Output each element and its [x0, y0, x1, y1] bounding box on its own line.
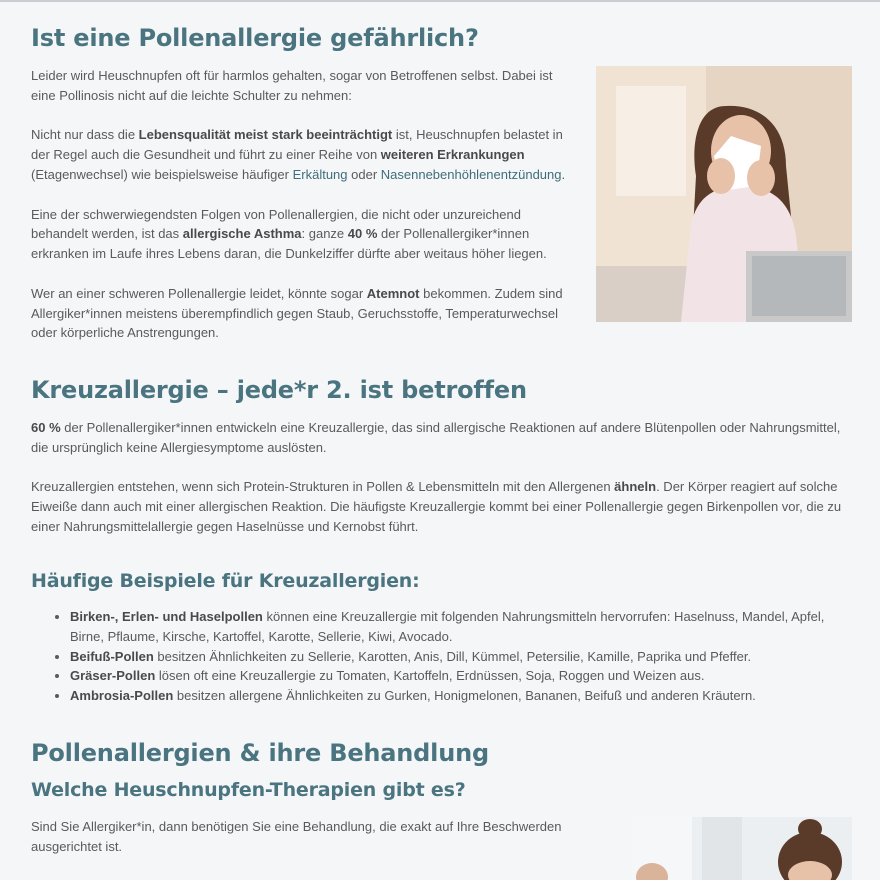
paragraph-atemnot: Wer an einer schweren Pollenallergie leidet, könnte sogar Atemnot bekommen. Zudem sind Allergiker*innen meistens überempfindlich gegen Staub, Geruchsstoffe, Temperaturwechsel oder körperliche Anstrengungen. — [31, 285, 563, 341]
list-beispiele-container — [31, 607, 851, 706]
heading-pollen-danger: Ist eine Pollenallergie gefährlich? — [31, 24, 479, 52]
heading-kreuzallergie: Kreuzallergie – jede*r 2. ist betroffen — [31, 376, 527, 404]
subheading-therapien: Welche Heuschnupfen-Therapien gibt es? — [31, 779, 466, 801]
image-therapy — [632, 817, 852, 880]
image-woman-sneezing — [596, 66, 852, 322]
paragraph-behandlung: Sind Sie Allergiker*in, dann benötigen Sie eine Behandlung, die exakt auf Ihre Beschwerden ausgerichtet ist. — [31, 819, 562, 854]
list-beispiele — [31, 607, 851, 706]
paragraph-kreuzallergie-60: 60 % der Pollenallergiker*innen entwickeln eine Kreuzallergie, das sind allergische Reaktionen auf andere Blütenpollen oder Nahrungsmittel, die ursprünglich keine Allergiesymptome auslösten. — [31, 420, 841, 455]
link-erkaeltung[interactable]: Erkältung — [292, 166, 348, 182]
list-item: • Ambrosia-Pollen besitzen allergene Ähnlichkeiten zu Gurken, Honigmelonen, Bananen, Beifuß und anderen Kräutern. — [70, 686, 851, 706]
therapy-illustration — [632, 817, 852, 880]
paragraph-kreuzallergie-entstehung: Kreuzallergien entstehen, wenn sich Protein-Strukturen in Pollen & Lebensmitteln mit den Allergenen ähneln. Der Körper reagiert auf solche Eiweiße dann auch mit einer allergischen Reaktion. Die häufigste Kreuzallergie kommt bei einer Pollenallergie gegen Birkenpollen vor, die zu einer Nahrungsmittelallergie gegen Haselnüsse und Kernobst führt. — [31, 479, 842, 534]
list-item: • Gräser-Pollen lösen oft eine Kreuzallergie zu Tomaten, Kartoffeln, Erdnüssen, Soja, Roggen und Weizen aus. — [70, 666, 851, 686]
heading-behandlung: Pollenallergien & ihre Behandlung — [31, 739, 489, 767]
list-item: • Birken-, Erlen- und Haselpollen können eine Kreuzallergie mit folgenden Nahrungsmitteln hervorrufen: Haselnuss, Mandel, Apfel, Birne, Pflaume, Kirsche, Kartoffel, Karotte, Sellerie, Kiwi, Avocado. — [70, 607, 851, 647]
paragraph-asthma: Eine der schwerwiegendsten Folgen von Pollenallergien, die nicht oder unzureichend behandelt werden, ist das allergische Asthma: ganze 40 % der Pollenallergiker*innen erkranken im Laufe ihres Lebens daran, die Dunkelziffer dürfte aber weitaus höher liegen. — [31, 206, 547, 262]
top-divider — [0, 0, 880, 2]
heading-beispiele: Häufige Beispiele für Kreuzallergien: — [31, 570, 420, 592]
section-kreuzallergie-text — [31, 418, 851, 537]
section-behandlung-text — [31, 817, 571, 857]
paragraph-intro: Leider wird Heuschnupfen oft für harmlos gehalten, sogar von Betroffenen selbst. Dabei ist eine Pollinosis nicht auf die leichte Schulter zu nehmen: — [31, 68, 553, 103]
paragraph-quality-of-life: Nicht nur dass die Lebensqualität meist stark beeinträchtigt ist, Heuschnupfen belastet in der Regel auch die Gesundheit und führt zu einer Reihe von weiteren Erkrankungen (Etagenwechsel) wie beispielsweise häufiger Erkältung oder Nasennebenhöhlenentzündung. — [31, 127, 566, 182]
woman-sneezing-illustration — [596, 66, 852, 322]
section-pollen-danger-text — [31, 66, 571, 343]
link-nasennebenhoehlenentzuendung[interactable]: Nasennebenhöhlenentzündung — [380, 166, 562, 182]
list-item: • Beifuß-Pollen besitzen Ähnlichkeiten zu Sellerie, Karotten, Anis, Dill, Kümmel, Petersilie, Kamille, Paprika und Pfeffer. — [70, 647, 851, 667]
